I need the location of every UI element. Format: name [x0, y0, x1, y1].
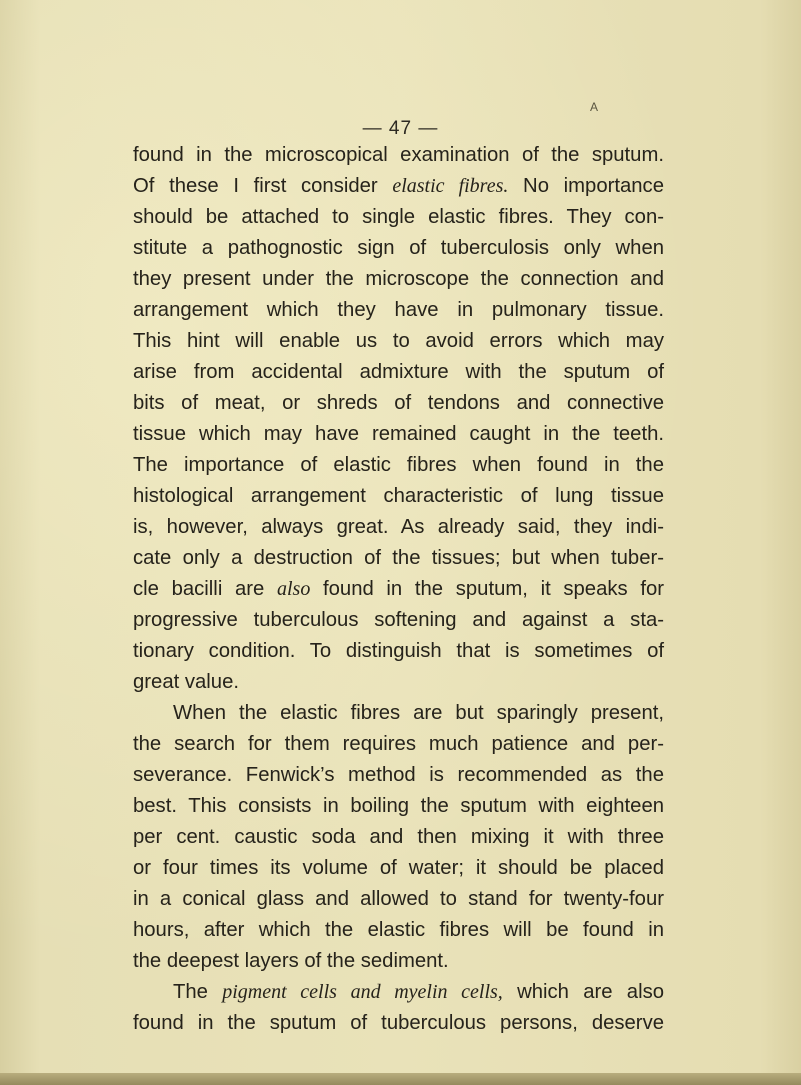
text-line: When the elastic fibres are but sparingly present,	[173, 702, 664, 724]
text-line: hours, after which the elastic fibres will be found in	[133, 919, 664, 941]
text-line: arrangement which they have in pulmonary tissue.	[133, 299, 664, 321]
text-line: found in the microscopical examination of the sputum.	[133, 144, 664, 166]
text-line	[173, 978, 664, 1006]
text-line: found in the sputum of tuberculous persons, deserve	[133, 1012, 664, 1034]
text-line: severance. Fenwick’s method is recommended as the	[133, 764, 664, 786]
text-line: is, however, always great. As already said, they indi-	[133, 516, 664, 538]
text-line: stitute a pathognostic sign of tuberculosis only when	[133, 237, 664, 259]
text-span: The	[173, 981, 223, 1003]
text-line: in a conical glass and allowed to stand for twenty-four	[133, 888, 664, 910]
text-line: progressive tuberculous softening and against a sta-	[133, 609, 664, 631]
page-bottom-edge	[0, 1073, 801, 1085]
text-line: tissue which may have remained caught in the teeth.	[133, 423, 664, 445]
text-span: No importance	[508, 175, 664, 197]
text-line: or four times its volume of water; it should be placed	[133, 857, 664, 879]
text-line: arise from accidental admixture with the sputum of	[133, 361, 664, 383]
text-line: tionary condition. To distinguish that is sometimes of	[133, 640, 664, 662]
text-line: histological arrangement characteristic of lung tissue	[133, 485, 664, 507]
text-line: the deepest layers of the sediment.	[133, 950, 449, 972]
corner-mark: A	[590, 100, 599, 114]
italic-term-also: also	[276, 578, 311, 600]
text-span: Of these I first consider	[133, 175, 393, 197]
italic-term-elastic-fibres: elastic fibres.	[392, 175, 509, 197]
text-line: they present under the microscope the connection and	[133, 268, 664, 290]
text-line: the search for them requires much patience and per-	[133, 733, 664, 755]
text-span: cle bacilli are	[133, 578, 277, 600]
text-line: should be attached to single elastic fibres. They con-	[133, 206, 664, 228]
text-line	[133, 172, 664, 200]
text-line: per cent. caustic soda and then mixing it with three	[133, 826, 664, 848]
italic-term-pigment-cells: pigment cells and myelin cells,	[222, 981, 503, 1003]
text-span: which are also	[502, 981, 664, 1003]
text-line: This hint will enable us to avoid errors which may	[133, 330, 664, 352]
text-line: great value.	[133, 671, 239, 693]
text-line	[133, 575, 664, 603]
page-number: — 47 —	[362, 118, 439, 139]
text-span: found in the sputum, it speaks for	[310, 578, 664, 600]
text-line: best. This consists in boiling the sputum with eighteen	[133, 795, 664, 817]
text-line: cate only a destruction of the tissues; but when tuber-	[133, 547, 664, 569]
text-line: The importance of elastic fibres when found in the	[133, 454, 664, 476]
text-line: bits of meat, or shreds of tendons and connective	[133, 392, 664, 414]
